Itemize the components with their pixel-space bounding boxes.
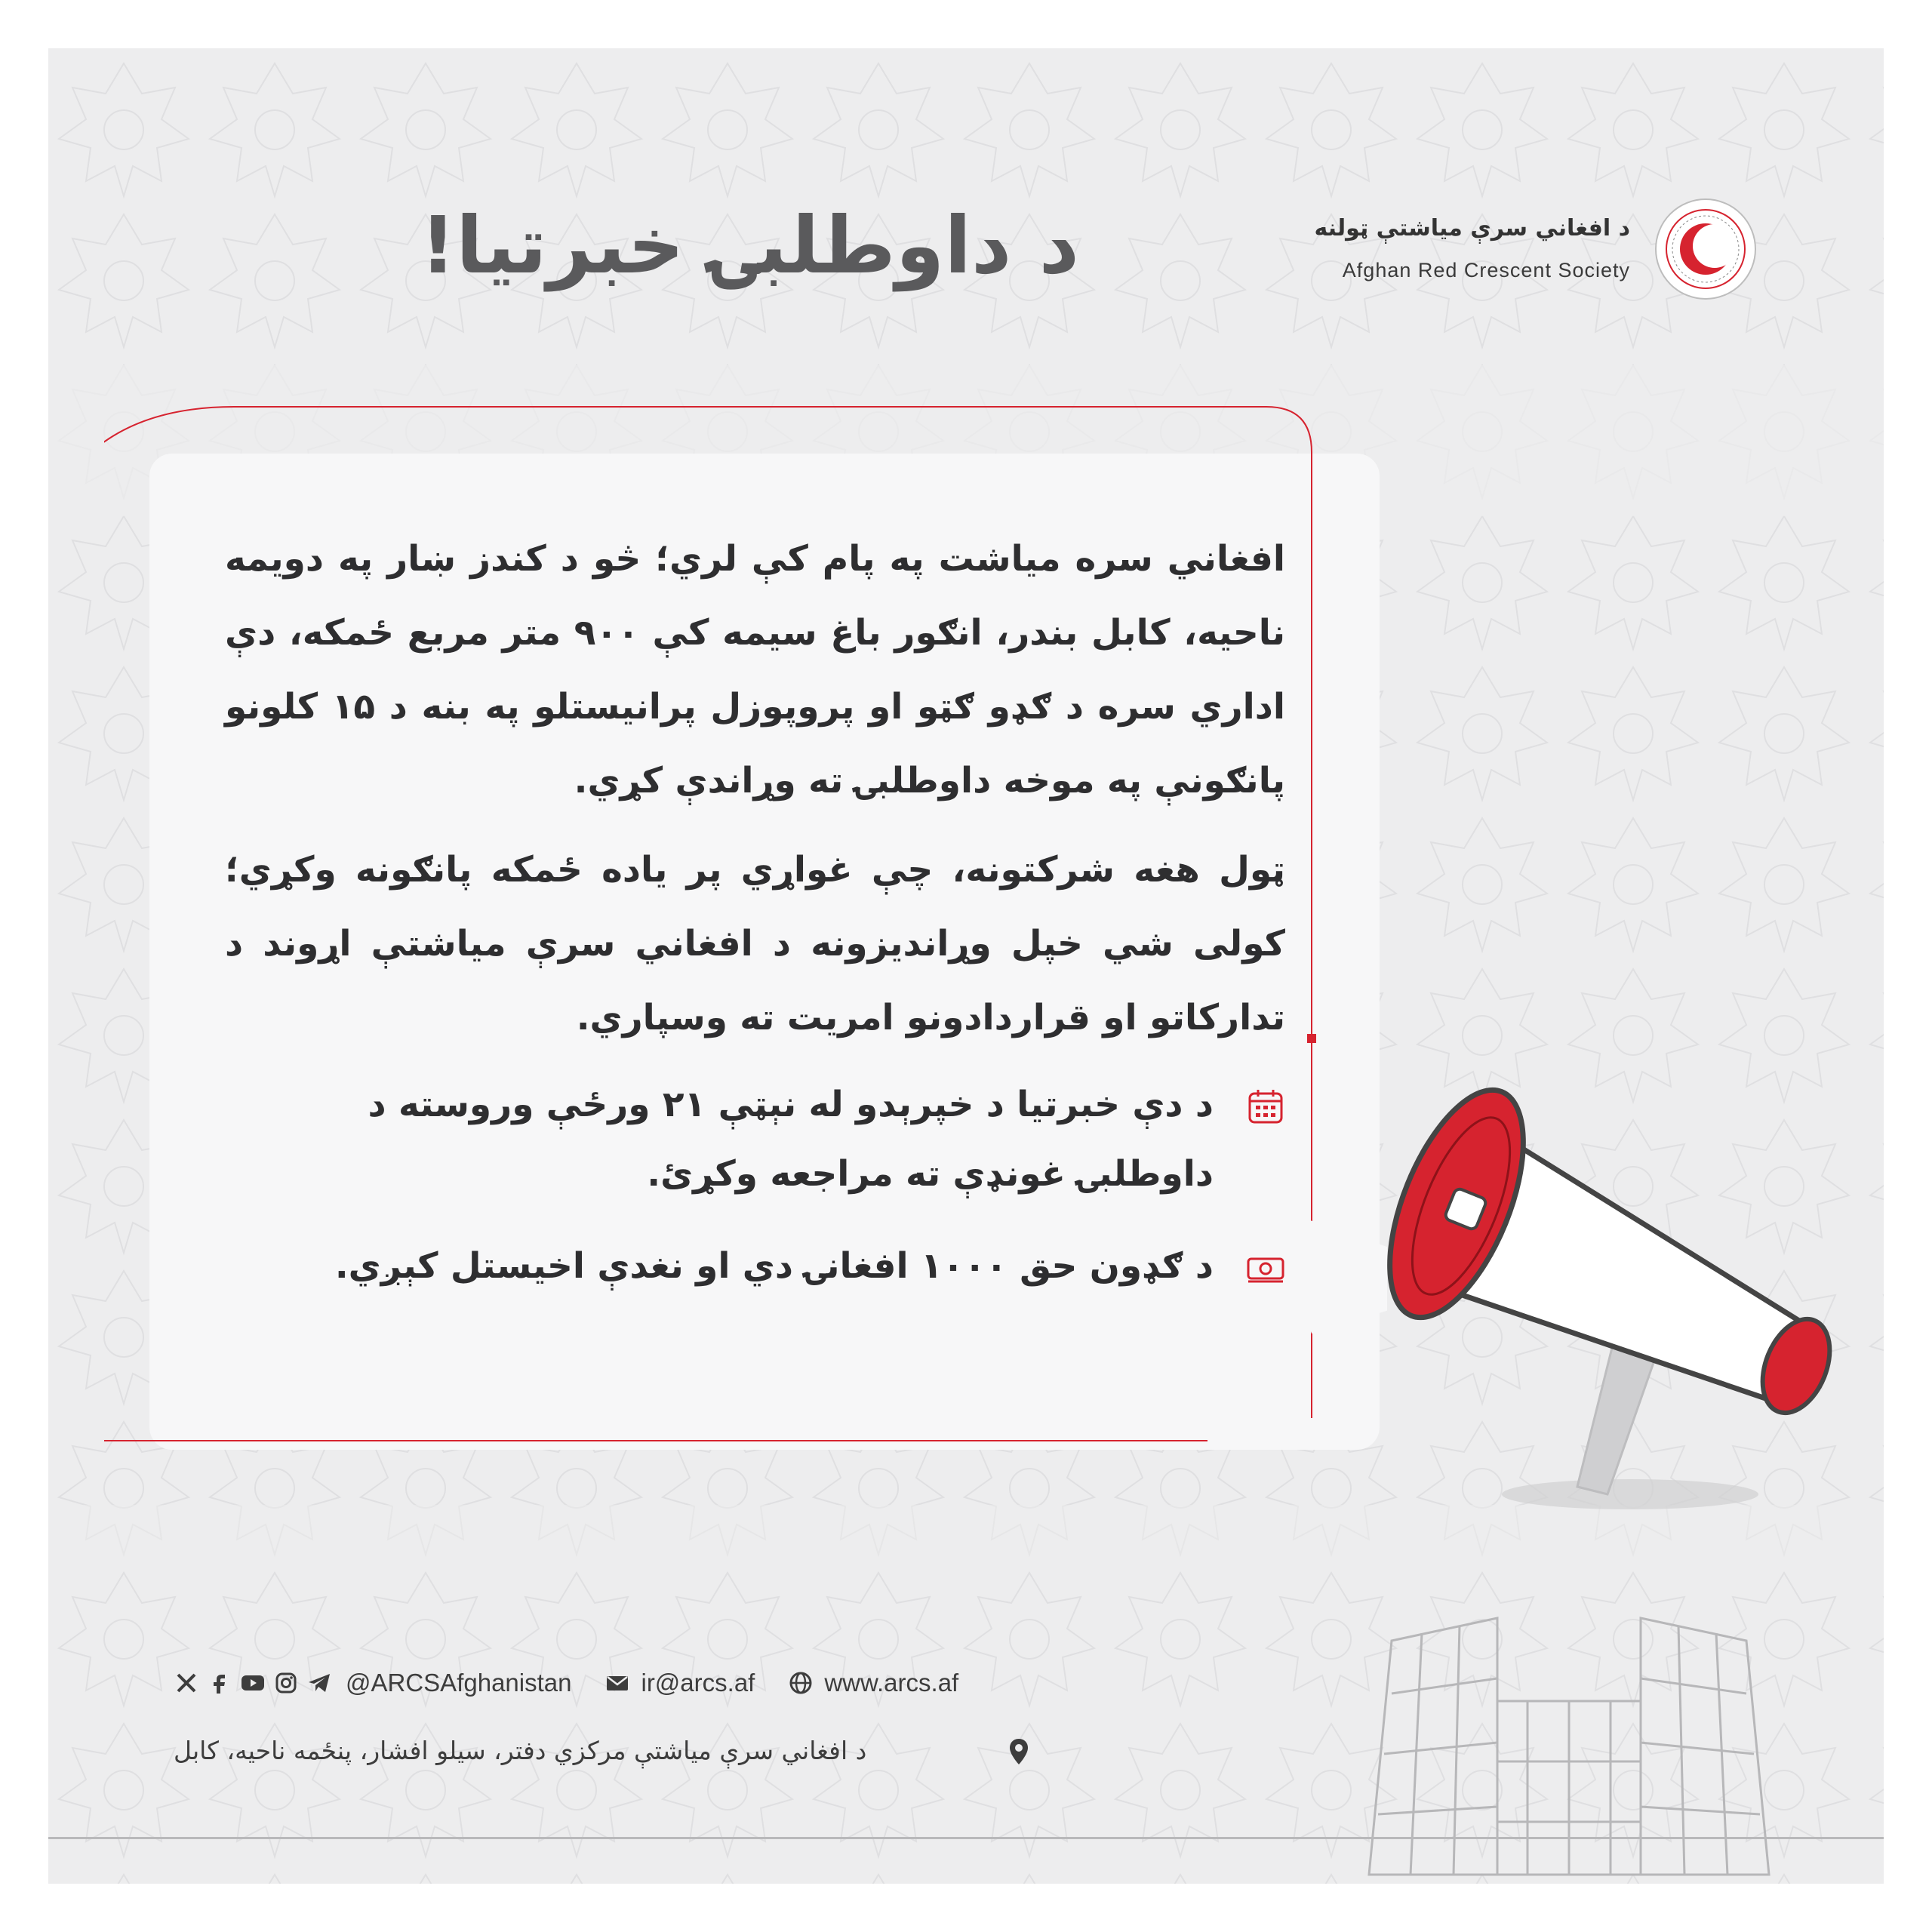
bullet-item-fee [225, 1232, 1285, 1301]
social-icons-row [174, 1660, 958, 1706]
red-crescent-logo-icon [1653, 196, 1758, 302]
footer-divider [48, 1837, 1884, 1839]
website-link[interactable]: www.arcs.af [824, 1669, 959, 1697]
cash-icon [1246, 1248, 1285, 1287]
bullet-fee-text: د ګډون حق ۱۰۰۰ افغانۍ دي او نغدې اخيستل کېږي. [334, 1245, 1214, 1287]
announcement-paragraph-1: افغاني سره مياشت په پام کې لري؛ څو د کندز ښار په دويمه ناحيه، کابل بندر، انګور باغ سيمه کې ۹۰۰ متر مربع ځمکه، دې اداري سره د ګډو ګټو او پروپوزل پرانيستلو په بنه د ۱۵ کلونو پانګونې په موخه داوطلبۍ ته وړاندې کړي. [225, 538, 1285, 801]
org-name-english: Afghan Red Crescent Society [1342, 259, 1630, 281]
bullet-deadline-text: د دې خبرتيا د خپرېدو له نېټې ۲۱ ورځې وروسته د داوطلبۍ غونډې ته مراجعه وکړئ. [368, 1084, 1214, 1195]
calendar-icon [1246, 1087, 1285, 1126]
location-pin-icon [1008, 1737, 1030, 1766]
announcement-body [225, 522, 1285, 1324]
social-handle[interactable]: @ARCSAfghanistan [346, 1669, 572, 1697]
email-icon [605, 1670, 630, 1696]
instagram-icon[interactable] [273, 1670, 299, 1696]
bullet-item-deadline [225, 1070, 1285, 1209]
announcement-paragraph-2: ټول هغه شرکتونه، چې غواړي پر ياده ځمکه پانګونه وکړي؛ کولی شي خپل وړانديزونه د افغاني سرې مياشتې اړوند د تدارکاتو او قراردادونو امريت ته وسپاري. [225, 849, 1285, 1038]
globe-icon [788, 1670, 814, 1696]
youtube-icon[interactable] [240, 1670, 266, 1696]
email-link[interactable]: ir@arcs.af [641, 1669, 755, 1697]
x-icon[interactable] [174, 1670, 199, 1696]
accent-dot [1307, 1034, 1316, 1043]
footer-contacts [174, 1660, 1117, 1796]
org-name-pashto: د افغاني سرې میاشتې ټولنه [1314, 215, 1630, 242]
telegram-icon[interactable] [306, 1670, 332, 1696]
announcement-card [104, 405, 1387, 1462]
megaphone-illustration [1328, 1041, 1841, 1524]
address-text: د افغاني سرې مياشتې مرکزي دفتر، سيلو افشار، پنځمه ناحيه، کابل [174, 1736, 867, 1765]
headquarters-building-illustration [1324, 1588, 1814, 1884]
facebook-icon[interactable] [207, 1670, 232, 1696]
page-title: د داوطلبۍ خبرتيا! [420, 199, 1079, 291]
